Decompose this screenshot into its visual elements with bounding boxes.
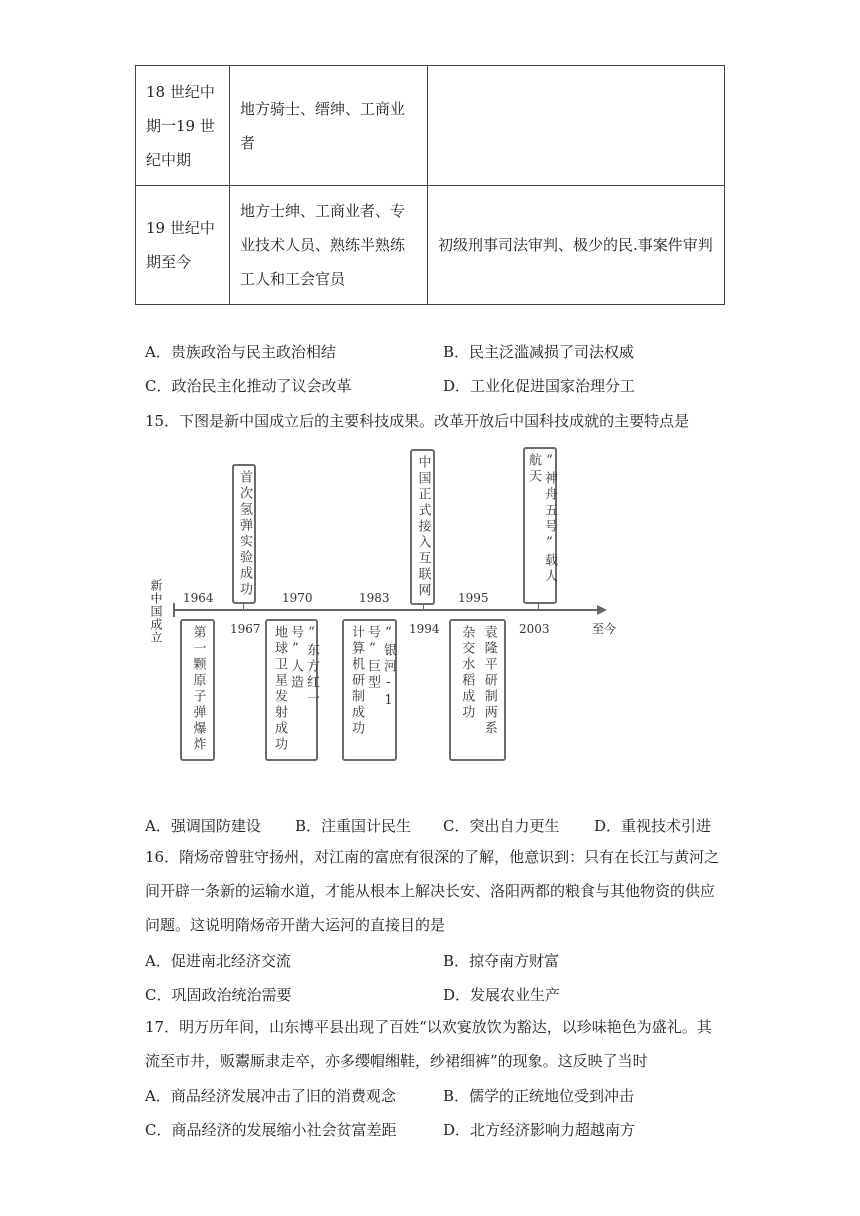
event-box-atomic-bomb: 第一颗原子弹爆炸 <box>180 619 215 761</box>
table-cell-members: 地方士绅、工商业者、专业技术人员、熟练半熟练工人和工会官员 <box>230 186 428 305</box>
q15-option-a[interactable]: A．强调国防建设 <box>145 817 261 835</box>
arrow-right-icon <box>597 605 607 615</box>
table-cell-members: 地方骑士、缙绅、工商业者 <box>230 66 428 186</box>
year-label: 1964 <box>183 591 214 605</box>
q16-stem: 16．隋炀帝曾驻守扬州，对江南的富庶有很深的了解，他意识到：只有在长江与黄河之 间开辟一条新的运输水道，才能从根本上解决长安、洛阳两都的粮食与其他物资的供应 问题。这说明隋炀帝开凿大运河的直接目的是 <box>145 848 720 934</box>
year-label: 1970 <box>282 591 313 605</box>
q17-option-b[interactable]: B．儒学的正统地位受到冲击 <box>443 1087 635 1105</box>
q16-option-b[interactable]: B．掠夺南方财富 <box>443 952 560 970</box>
q15-option-d[interactable]: D．重视技术引进 <box>594 817 712 835</box>
table-row <box>136 186 725 305</box>
event-box-hybrid-rice: 袁隆平研制两系 杂交水稻成功 <box>449 619 506 761</box>
q17-option-d[interactable]: D．北方经济影响力超越南方 <box>443 1121 636 1139</box>
timeline-figure <box>145 440 625 770</box>
q15-stem: 15．下图是新中国成立后的主要科技成果。改革开放后中国科技成就的主要特点是 <box>145 412 690 430</box>
q14-option-d[interactable]: D．工业化促进国家治理分工 <box>443 377 636 395</box>
table-row <box>136 66 725 186</box>
table-cell-duties <box>428 66 725 186</box>
table-cell-period: 18 世纪中期一19 世纪中期 <box>136 66 230 186</box>
year-label: 1983 <box>359 591 390 605</box>
q16-option-c[interactable]: C．巩固政治统治需要 <box>145 986 292 1004</box>
q14-option-c[interactable]: C．政治民主化推动了议会改革 <box>145 377 352 395</box>
q17-option-a[interactable]: A．商品经济发展冲击了旧的消费观念 <box>145 1087 396 1105</box>
table-cell-period: 19 世纪中期至今 <box>136 186 230 305</box>
q17-option-c[interactable]: C．商品经济的发展缩小社会贫富差距 <box>145 1121 397 1139</box>
year-label: 1995 <box>458 591 489 605</box>
timeline-axis <box>173 609 598 611</box>
event-box-satellite: “东方红一号”人造 地球卫星发射成功 <box>265 619 318 761</box>
year-label: 2003 <box>519 622 550 636</box>
year-label: 1994 <box>409 622 440 636</box>
event-box-h-bomb: 首次氢弹实验成功 <box>232 464 256 604</box>
q14-option-b[interactable]: B．民主泛滥减损了司法权威 <box>443 343 635 361</box>
timeline-start-label: 新中国成立 <box>149 579 163 644</box>
event-box-internet: 中国正式接入互联网 <box>410 449 435 605</box>
q16-option-a[interactable]: A．促进南北经济交流 <box>145 952 291 970</box>
event-box-shenzhou: “神舟五号”载人航天 <box>523 447 557 604</box>
q16-option-d[interactable]: D．发展农业生产 <box>443 986 561 1004</box>
table-cell-duties: 初级刑事司法审判、极少的民.事案件审判 <box>428 186 725 305</box>
q17-stem: 17．明万历年间，山东博平县出现了百姓“以欢宴放饮为豁达，以珍味艳色为盛礼。其 流至市井，贩鬻厮隶走卒，亦多缨帽缃鞋，纱裙细裤”的现象。这反映了当时 <box>145 1018 712 1070</box>
timeline-end-label: 至今 <box>592 622 617 636</box>
timeline-start-tick <box>173 603 175 617</box>
history-table <box>135 65 725 305</box>
event-box-computer: “银河-1号”巨型 计算机研制成功 <box>342 619 397 761</box>
q14-option-a[interactable]: A．贵族政治与民主政治相结 <box>145 343 336 361</box>
timeline-connector <box>243 603 244 610</box>
year-label: 1967 <box>230 622 261 636</box>
q15-option-b[interactable]: B．注重国计民生 <box>295 817 412 835</box>
q15-option-c[interactable]: C．突出自力更生 <box>443 817 560 835</box>
timeline-connector <box>538 603 539 610</box>
